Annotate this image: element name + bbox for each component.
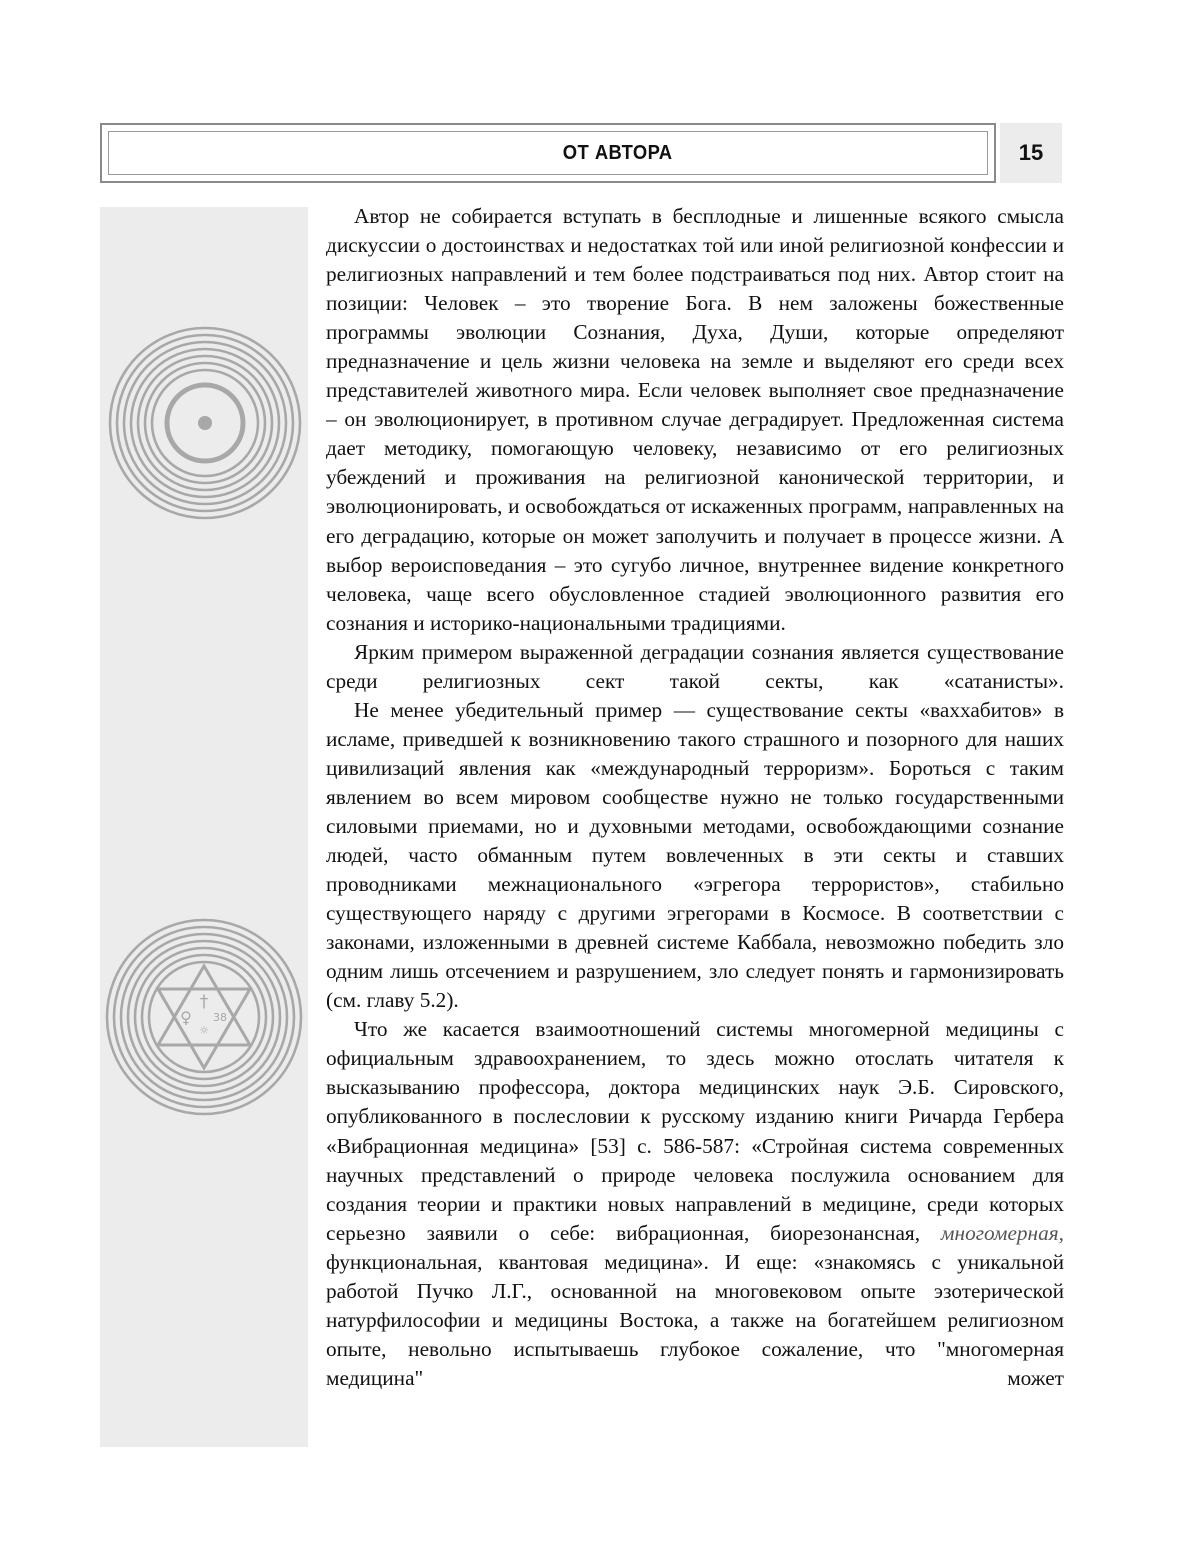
main-text-column [326, 202, 1064, 1393]
venus-glyph: ♀ [180, 1008, 192, 1027]
page-number-box [1000, 123, 1062, 183]
paragraph-1: Автор не собирается вступать в бесплодные и лишенные всякого смысла дискуссии о достоинствах и недостатках той или иной религиозной конфессии и религиозных направлений и тем более подстраиваться под них. Автор стоит на позиции: Человек – это творение Бога. В нем заложены божественные программы эволюции Сознания, Духа, Души, которые определяют предназначение и цель жизни человека на земле и выделяют его среди всех представителей животного мира. Если человек выполняет свое предназначение – он эволюционирует, в противном случае деградирует. Предложенная система дает методику, помогающую человеку, независимо от его религиозных убеждений и проживания на религиозной канонической территории, и эволюционировать, и освобождаться от искаженных программ, направленных на его деградацию, которые он может заполучить и получает в процессе жизни. А выбор вероисповедания – это сугубо личное, внутреннее видение конкретного человека, чаще всего обусловленное стадией эволюционного развития его сознания и историко-национальными традициями. [326, 204, 1064, 635]
paragraph-2: Ярким примером выраженной деградации сознания является существование среди религиозных сект такой секты, как «сатанисты». [326, 639, 1064, 693]
sun-glyph: ☼ [199, 1024, 209, 1037]
cross-glyph: † [199, 992, 209, 1012]
running-header-inner-frame [108, 131, 988, 175]
page-number: 15 [1018, 140, 1044, 165]
number-label: 38 [213, 1011, 227, 1024]
concentric-hexagram-icon [104, 917, 304, 1117]
running-header [100, 123, 996, 183]
paragraph-4 [326, 1015, 1064, 1393]
paragraph-3: Не менее убедительный пример — существование секты «ваххабитов» в исламе, приведшей к возникновению такого страшного и позорного для наших цивилизаций явления как «международный терроризм». Бороться с таким явлением во всем мировом сообществе нужно не только государственными силовыми приемами, но и духовными методами, освобождающими сознание людей, часто обманным путем вовлеченных в эти секты и ставших проводниками межнационального «эгрегора террористов», стабильно существующего наряду с другими эгрегорами в Космосе. В соответствии с законами, изложенными в древней системе Каббала, невозможно победить зло одним лишь отсечением и разрушением, зло следует понять и гармонизировать (см. главу 5.2). [326, 697, 1064, 1013]
paragraph-4-start: Что же касается взаимоотношений системы многомерной медицины с официальным здравоохранением, то здесь можно отослать читателя к высказыванию профессора, доктора медицинских наук Э.Б. Сировского, опубликованного в послесловии к русскому изданию книги Ричарда Гербера «Вибрационная медицина» [53] с. 586-587: «Стройная система современных научных представлений о природе человека послужила основанием для создания теории и практики новых направлений в медицине, среди которых серьезно заявили о себе: вибрационная, биорезонансная, [326, 1017, 1064, 1245]
concentric-sun-icon [108, 326, 302, 520]
paragraph-4-end: функциональная, квантовая медицина». И еще: «знакомясь с уникальной работой Пучко Л.Г., основанной на многовековом опыте эзотерической натурфилософии и медицины Востока, а также на богатейшем религиозном опыте, невольно испытываешь глубокое сожаление, что "многомерная медицина" может [326, 1249, 1064, 1390]
chapter-title: ОТ АВТОРА [563, 141, 673, 164]
paragraph-4-italic-term: многомерная, [940, 1220, 1064, 1245]
